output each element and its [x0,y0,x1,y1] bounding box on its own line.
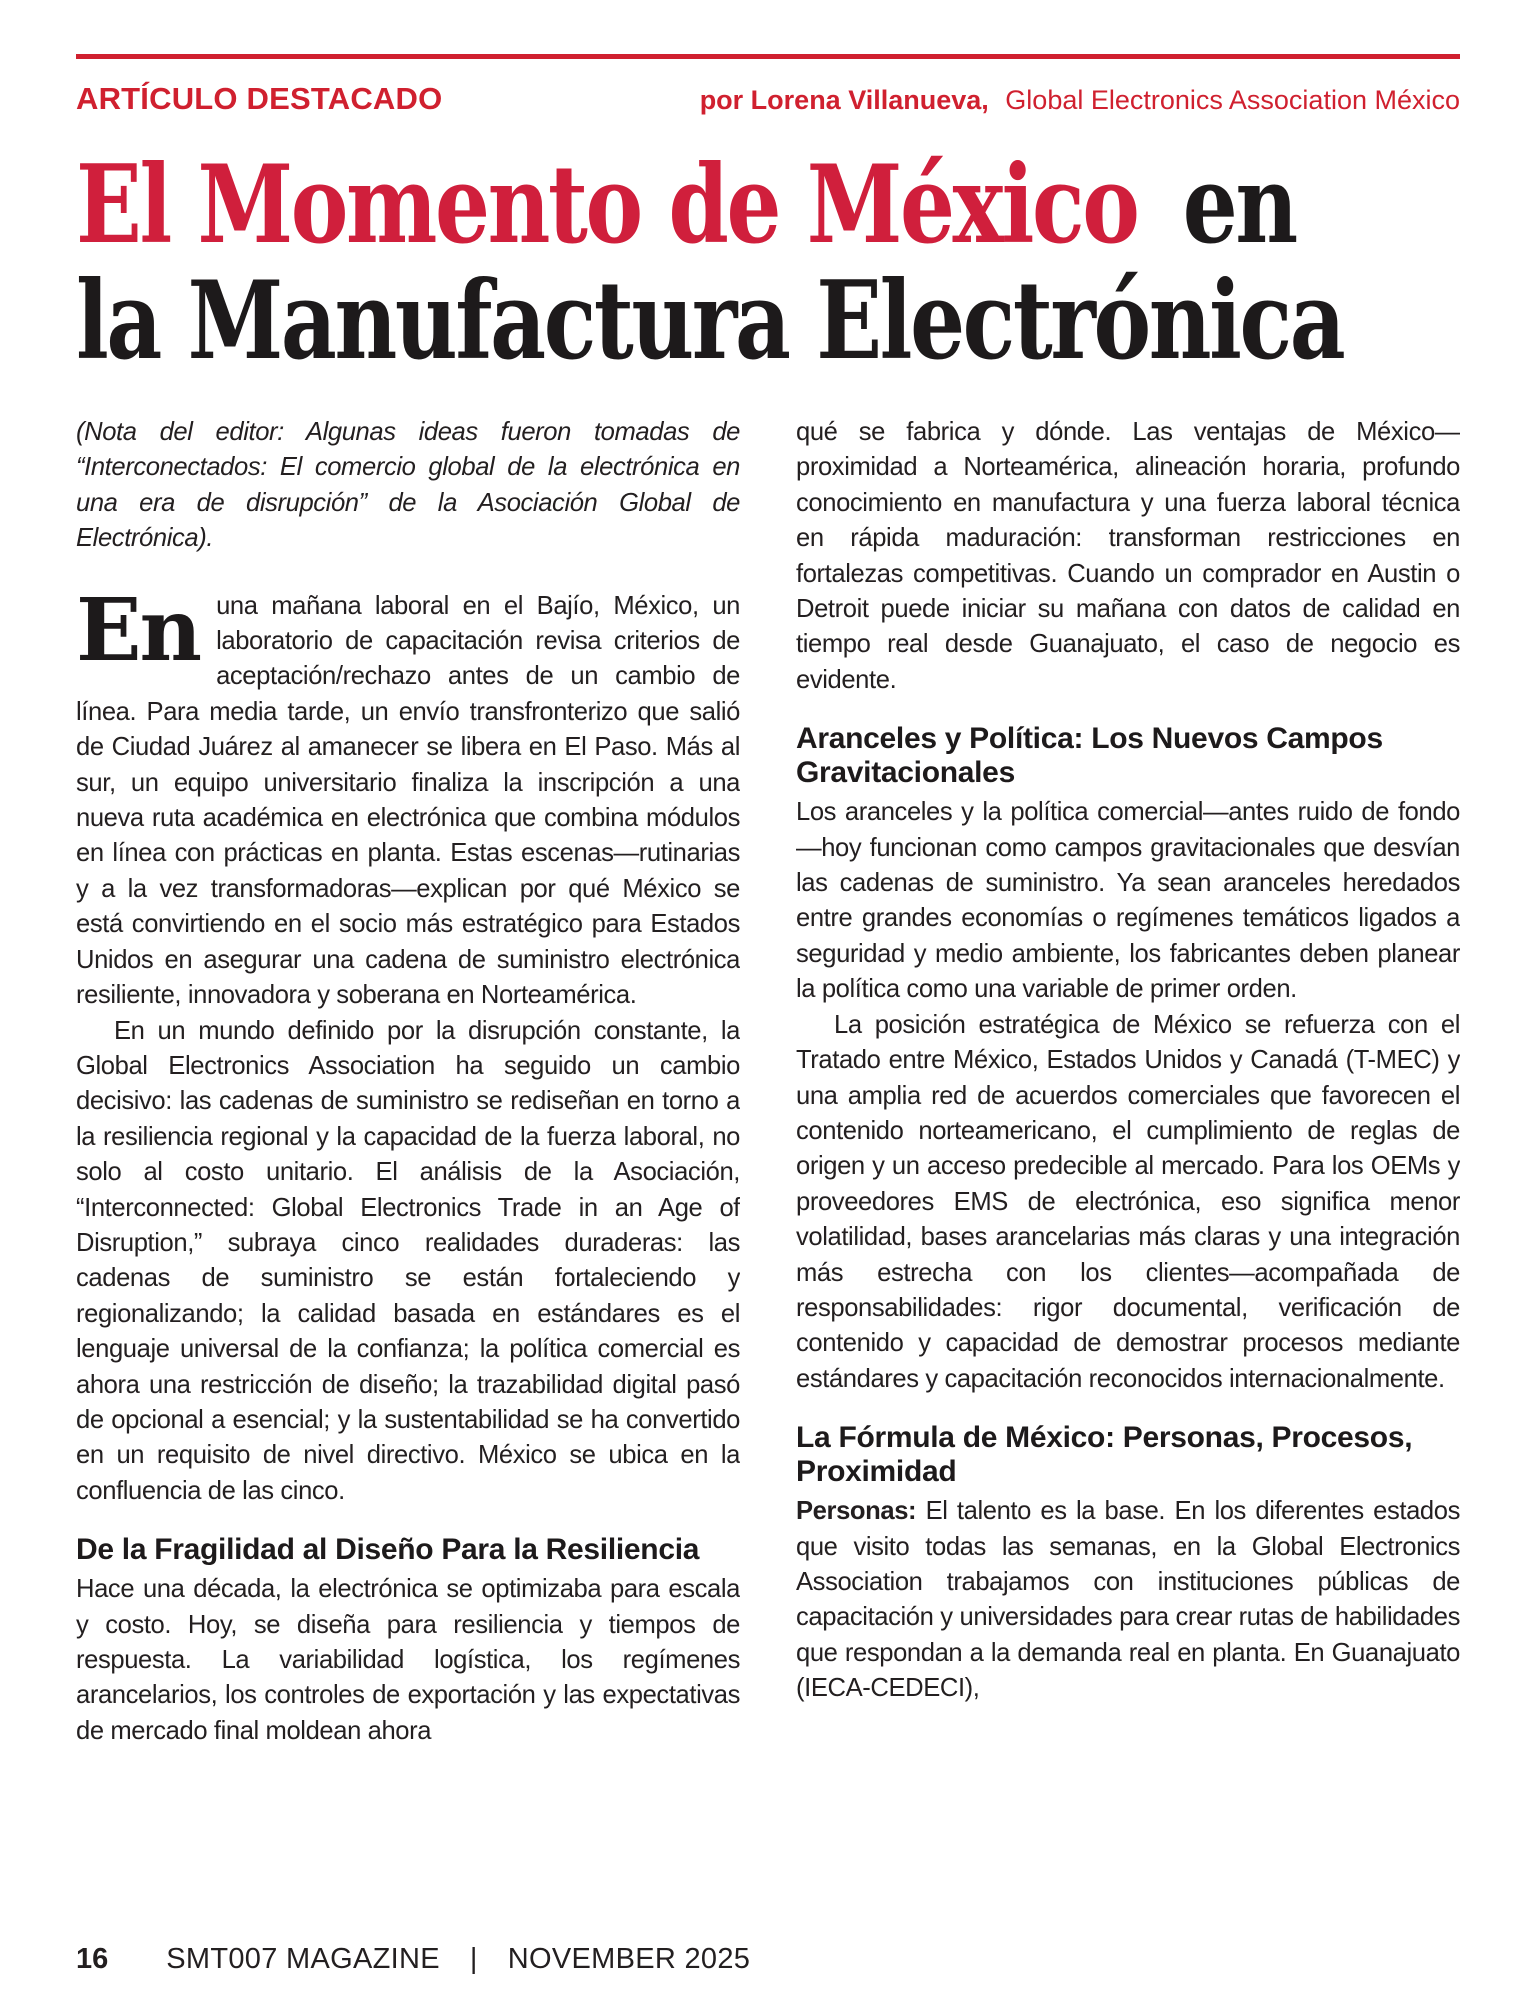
body-paragraph [796,1494,1460,1706]
byline-author: por Lorena Villanueva, [699,85,989,115]
article-title-line2: la Manufactura Electrónica [76,258,1344,384]
section-heading-aranceles: Aranceles y Política: Los Nuevos Campos Gravitacionales [796,722,1383,790]
left-column [76,415,740,1907]
right-column [796,415,1460,1907]
body-paragraph: La posición estratégica de México se refuerza con el Tratado entre México, Estados Unidos y Canadá (T-MEC) y una amplia red de acuerdos comerciales que favorecen el contenido norteamericano, el cumplimiento de reglas de origen y un acceso predecible al mercado. Para los OEMs y proveedores EMS de electrónica, eso significa menor volatilidad, bases arancelarias más claras y una integración más estrecha con los clientes—acompañada de responsabilidades: rigor documental, verificación de contenido y capacidad de demostrar procesos mediante estándares y capacitación reconocidos internacionalmente. [796,1010,1460,1393]
body-paragraph: Hace una década, la electrónica se optimizaba para escala y costo. Hoy, se diseña para resiliencia y tiempos de respuesta. La variabilidad logística, los regímenes arancelarios, los controles de exportación y las expectativas de mercado final moldean ahora [76,1575,740,1745]
article-title [76,142,1460,384]
body-paragraph: En un mundo definido por la disrupción constante, la Global Electronics Association ha seguido un cambio decisivo: las cadenas de suministro se rediseñan en torno a la resiliencia regional y la capacidad de la fuerza laboral, no solo al costo unitario. El análisis de la Asociación, “Interconnected: Global Electronics Trade in an Age of Disruption,” subraya cinco realidades duraderas: las cadenas de suministro se están fortaleciendo y regionalizando; la calidad basada en estándares es el lenguaje universal de la confianza; la política comercial es ahora una restricción de diseño; la trazabilidad digital pasó de opcional a esencial; y la sustentabilidad se ha convertido en un requisito de nivel directivo. México se ubica en la confluencia de las cinco. [76,1016,740,1505]
editor-note: (Nota del editor: Algunas ideas fueron tomadas de “Interconectados: El comercio global de la electrónica en una era de disrupción” de la Asociación Global de Electrónica). [76,418,740,553]
drop-cap: En [76,579,201,681]
section-heading-resiliencia: De la Fragilidad al Diseño Para la Resiliencia [76,1533,700,1567]
magazine-name: SMT007 MAGAZINE [166,1943,440,1975]
byline [700,85,1460,116]
opening-paragraph-text: una mañana laboral en el Bajío, México, un laboratorio de capacitación revisa criterios de aceptación/rechazo antes de un cambio de línea. Para media tarde, un envío transfronterizo que salió de Ciudad Juárez al amanecer se libera en El Paso. Más al sur, un equipo universitario finaliza la inscripción a una nueva ruta académica en electrónica que combina módulos en línea con prácticas en planta. Estas escenas—rutinarias y a la vez transformadoras—explican por qué México se está convirtiendo en el socio más estratégico para Estados Unidos en asegurar una cadena de suministro electrónica resiliente, innovadora y soberana en Norteamérica. [76,591,740,1010]
body-paragraph: Los aranceles y la política comercial—antes ruido de fondo—hoy funcionan como campos gravitacionales que desvían las cadenas de suministro. Ya sean aranceles heredados entre grandes economías o regímenes temáticos ligados a seguridad y medio ambiente, los fabricantes deben planear la política como una variable de primer orden. [796,798,1460,1004]
opening-paragraph [76,579,740,1014]
byline-affiliation: Global Electronics Association México [1005,85,1460,115]
article-title-line1-black: en [1182,142,1296,268]
issue-date: NOVEMBER 2025 [507,1943,751,1975]
top-rule-divider [76,54,1460,59]
body-paragraph: qué se fabrica y dónde. Las ventajas de México—proximidad a Norteamérica, alineación horaria, profundo conocimiento en manufactura y una fuerza laboral técnica en rápida maduración: transforman restricciones en fortalezas competitivas. Cuando un comprador en Austin o Detroit puede iniciar su mañana con datos de calidad en tiempo real desde Guanajuato, el caso de negocio es evidente. [796,418,1460,694]
page-number: 16 [76,1943,109,1975]
article-body [76,415,1460,1907]
kicker-row [76,81,1460,117]
article-title-line1 [76,142,1296,268]
body-paragraph-text: El talento es la base. En los diferentes estados que visito todas las semanas, en la Global Electronics Association trabajamos con instituciones públicas de capacitación y universidades para crear rutas de habilidades que respondan a la demanda real en planta. En Guanajuato (IECA-CEDECI), [796,1497,1460,1703]
footer-separator: | [469,1943,478,1975]
page-footer [76,1943,750,1976]
paragraph-lead-personas: Personas: [796,1497,917,1526]
kicker: ARTÍCULO DESTACADO [76,81,443,116]
section-heading-formula: La Fórmula de México: Personas, Procesos, Proximidad [796,1421,1413,1489]
article-title-accent: El Momento de México [76,142,1138,268]
